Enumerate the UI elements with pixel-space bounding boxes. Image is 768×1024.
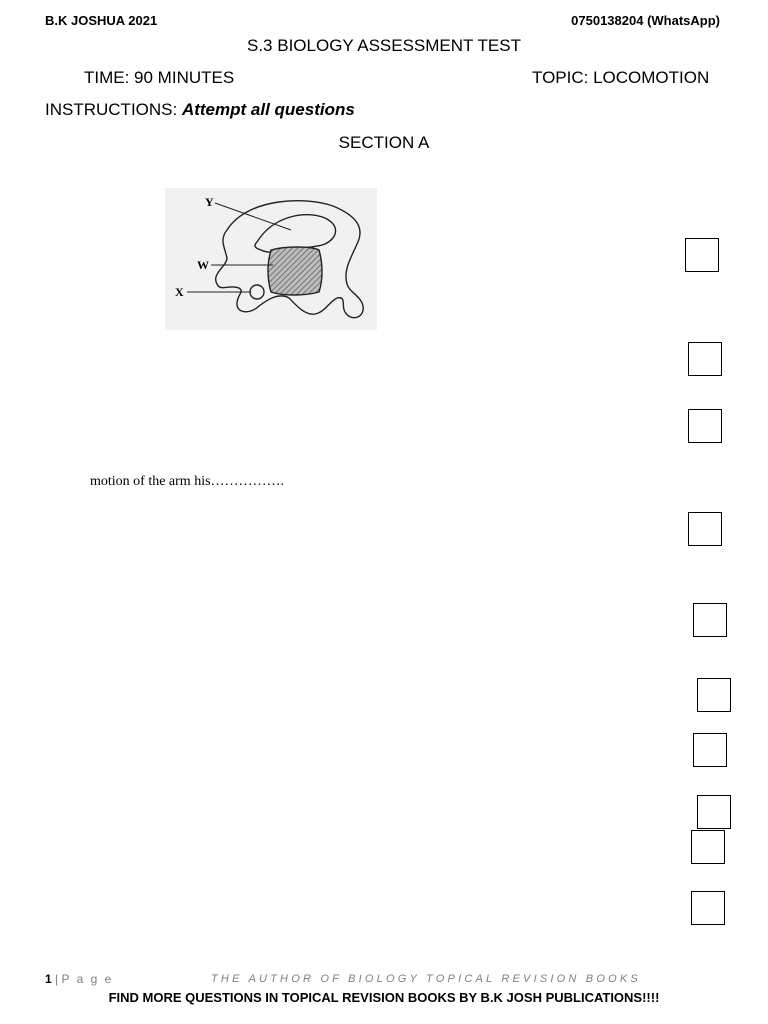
page-title: S.3 BIOLOGY ASSESSMENT TEST	[247, 36, 521, 55]
label-y: Y	[205, 195, 214, 209]
answer-box[interactable]	[688, 342, 722, 376]
header-phone: 0750138204 (WhatsApp)	[571, 13, 720, 28]
instructions-label: INSTRUCTIONS:	[45, 100, 182, 119]
label-w: W	[197, 258, 209, 272]
nucleus-hatched	[268, 247, 322, 295]
section-heading: SECTION A	[338, 133, 430, 152]
header-author: B.K JOSHUA 2021	[45, 13, 158, 28]
answer-box[interactable]	[693, 603, 727, 637]
page-number: 1	[45, 972, 52, 986]
page-number-line	[45, 972, 113, 986]
answer-box[interactable]	[688, 409, 722, 443]
question-text: motion of the arm his…………….	[90, 474, 285, 489]
answer-box[interactable]	[685, 238, 719, 272]
page-separator: |	[55, 972, 59, 986]
answer-box[interactable]	[697, 678, 731, 712]
instructions	[45, 100, 355, 120]
footer-tagline: THE AUTHOR OF BIOLOGY TOPICAL REVISION BOOKS	[211, 973, 641, 985]
footer-promo: FIND MORE QUESTIONS IN TOPICAL REVISION BOOKS BY B.K JOSH PUBLICATIONS!!!!	[108, 990, 660, 1005]
topic-label: TOPIC: LOCOMOTION	[532, 68, 710, 87]
answer-box[interactable]	[697, 795, 731, 829]
answer-box[interactable]	[688, 512, 722, 546]
answer-box[interactable]	[691, 830, 725, 864]
answer-box[interactable]	[693, 733, 727, 767]
diagram-drawing	[165, 188, 377, 330]
vacuole	[250, 285, 264, 299]
instructions-text: Attempt all questions	[181, 100, 355, 119]
time-label: TIME: 90 MINUTES	[84, 68, 235, 87]
answer-box[interactable]	[691, 891, 725, 925]
amoeba-diagram	[165, 188, 377, 330]
page-word: P a g e	[61, 972, 114, 986]
label-x: X	[175, 285, 184, 299]
